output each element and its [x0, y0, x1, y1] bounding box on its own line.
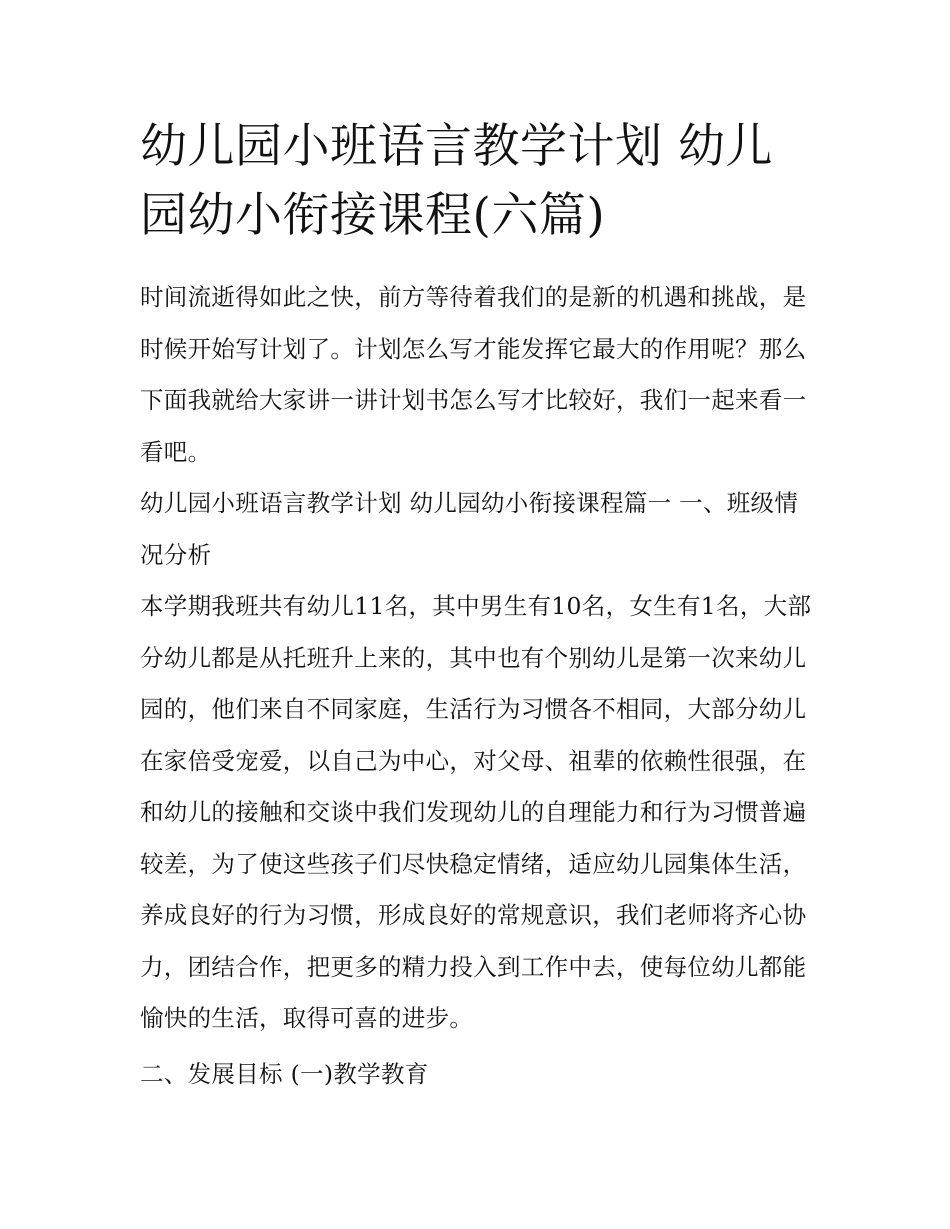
class-situation-paragraph: 本学期我班共有幼儿11名，其中男生有10名，女生有1名，大部分幼儿都是从托班升上来的，其中也有个别幼儿是第一次来幼儿园的，他们来自不同家庭，生活行为习惯各不相同，大部分幼儿在家倍受宠爱，以自己为中心，对父母、祖辈的依赖性很强，在和幼儿的接触和交谈中我们发现幼儿的自理能力和行为习惯普遍较差，为了使这些孩子们尽快稳定情绪，适应幼儿园集体生活，养成良好的行为习惯，形成良好的常规意识，我们老师将齐心协力，团结合作，把更多的精力投入到工作中去，使每位幼儿都能愉快的生活，取得可喜的进步。	[140, 592, 812, 1032]
section-heading-development-goals: 二、发展目标 (一)教学教育	[140, 1059, 429, 1088]
document-page	[140, 112, 820, 1100]
intro-paragraph: 时间流逝得如此之快，前方等待着我们的是新的机遇和挑战，是时候开始写计划了。计划怎么写才能发挥它最大的作用呢？那么下面我就给大家讲一讲计划书怎么写才比较好，我们一起来看一看吧。	[140, 283, 807, 466]
document-title: 幼儿园小班语言教学计划 幼儿园幼小衔接课程(六篇)	[140, 119, 773, 243]
section-heading-class-situation: 幼儿园小班语言教学计划 幼儿园幼小衔接课程篇一 一、班级情况分析	[140, 489, 799, 569]
